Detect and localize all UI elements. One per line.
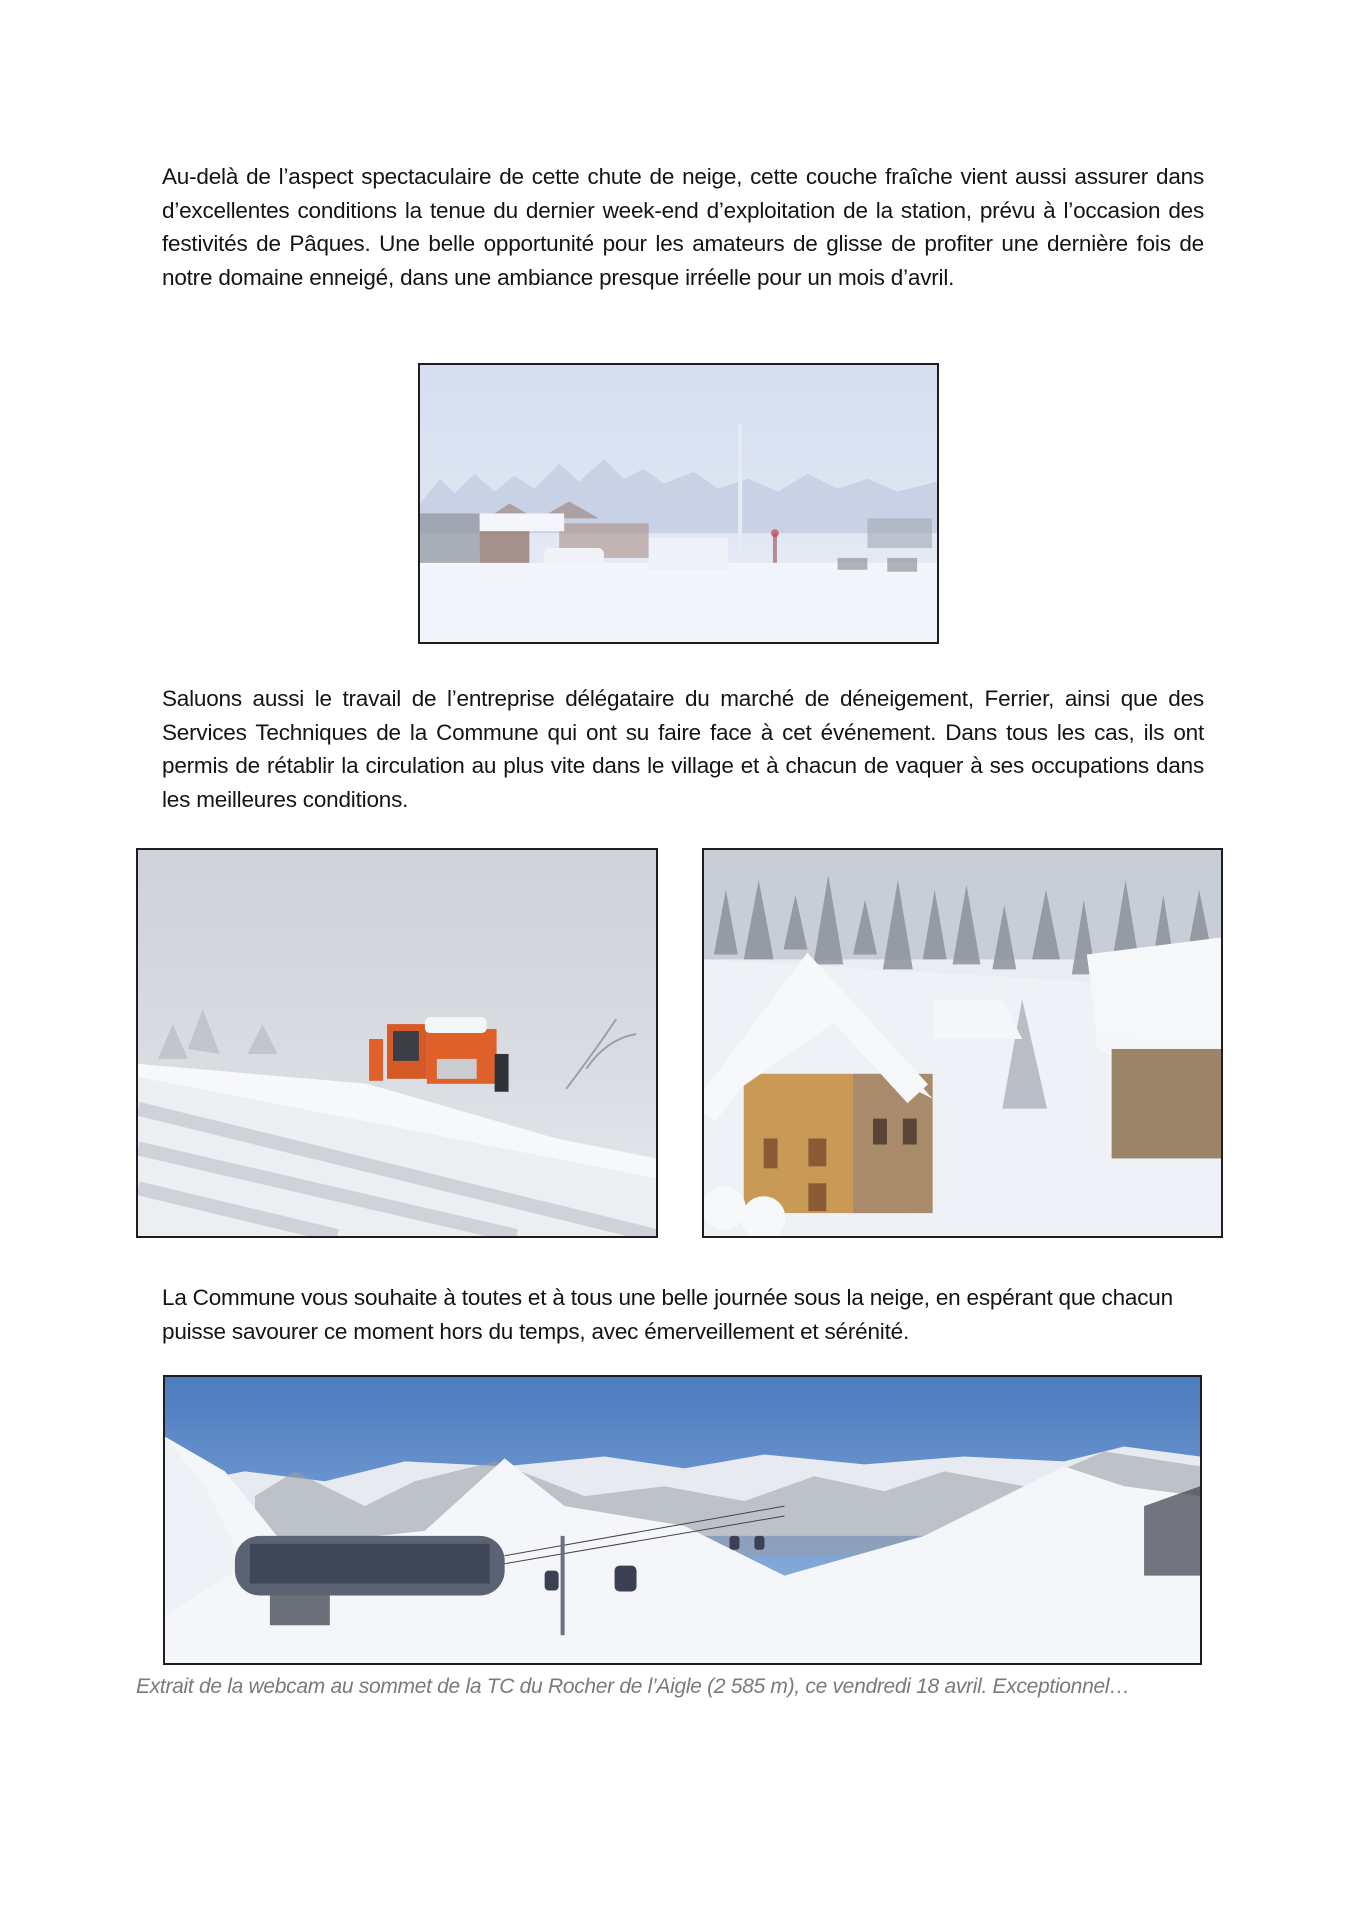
- snowplow-image: [138, 850, 656, 1236]
- photo-snowplow-road: [136, 848, 658, 1238]
- photo-snowy-ski-station: [418, 363, 939, 644]
- photo-caption: Extrait de la webcam au sommet de la TC du Rocher de l’Aigle (2 585 m), ce vendredi 18 avril. Exceptionnel…: [136, 1675, 1130, 1698]
- paragraph-wishes: La Commune vous souhaite à toutes et à tous une belle journée sous la neige, en espérant que chacun puisse savourer ce moment hors du temps, avec émerveillement et sérénité.: [162, 1285, 1173, 1344]
- chalets-image: [704, 850, 1221, 1236]
- paragraph-snow-clearing: Saluons aussi le travail de l’entreprise délégataire du marché de déneigement, Ferrier, ainsi que des Services Techniques de la Commune qui ont su faire face à cet événement. Dans tous les cas, ils ont permis de rétablir la circulation au plus vite dans le village et à chacun de vaquer à ses occupations dans les meilleures conditions.: [162, 686, 1204, 812]
- photo-webcam-panorama: [163, 1375, 1202, 1665]
- paragraph-intro: Au-delà de l’aspect spectaculaire de cette chute de neige, cette couche fraîche vient aussi assurer dans d’excellentes conditions la tenue du dernier week-end d’exploitation de la station, prévu à l’occasion des festivités de Pâques. Une belle opportunité pour les amateurs de glisse de profiter une dernière fois de notre domaine enneigé, dans une ambiance presque irréelle pour un mois d’avril.: [162, 164, 1204, 290]
- webcam-panorama-image: [165, 1377, 1200, 1663]
- snowy-station-image: [420, 365, 937, 642]
- photo-snowy-chalets: [702, 848, 1223, 1238]
